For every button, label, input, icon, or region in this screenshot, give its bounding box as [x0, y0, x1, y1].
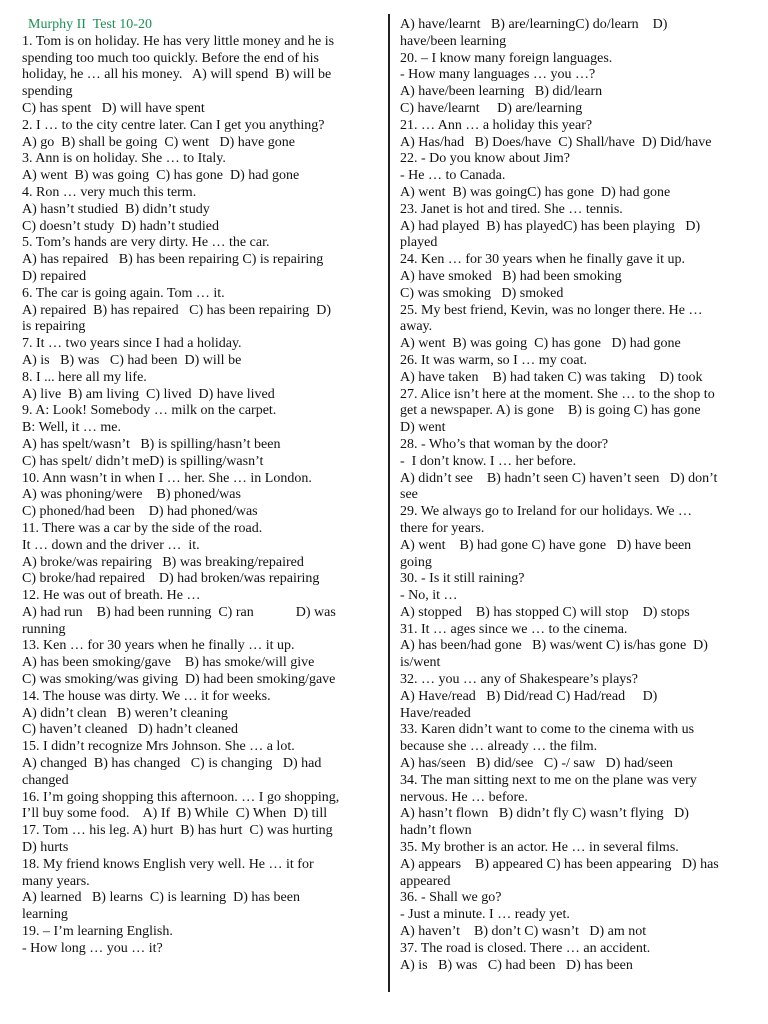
column-divider: [388, 14, 390, 992]
text-line: 36. - Shall we go?: [400, 890, 502, 906]
text-line: A) has/seen B) did/see C) -/ saw D) had/seen: [400, 756, 673, 772]
text-line: - No, it …: [400, 588, 458, 604]
text-line: A) has been smoking/gave B) has smoke/will give: [22, 655, 315, 671]
text-line: D) repaired: [22, 268, 87, 284]
text-line: 5. Tom’s hands are very dirty. He … the car.: [22, 235, 270, 251]
text-line: 26. It was warm, so I … my coat.: [400, 352, 588, 368]
text-line: A) go B) shall be going C) went D) have gone: [22, 134, 295, 150]
text-line: many years.: [22, 873, 90, 889]
worksheet-title: Murphy II Test 10-20: [28, 17, 152, 32]
text-line: 20. – I know many foreign languages.: [400, 50, 613, 66]
text-line: is repairing: [22, 319, 86, 335]
text-line: A) had played B) has playedC) has been playing D): [400, 218, 701, 234]
text-line: holiday, he … all his money. A) will spend B) will be: [22, 67, 332, 83]
text-line: 27. Alice isn’t here at the moment. She … to the shop to: [400, 386, 715, 402]
text-line: A) repaired B) has repaired C) has been repairing D): [22, 302, 332, 318]
text-line: 13. Ken … for 30 years when he finally … it up.: [22, 638, 295, 654]
text-line: A) broke/was repairing B) was breaking/repaired: [22, 554, 304, 570]
text-line: A) was phoning/were B) phoned/was: [22, 487, 241, 503]
text-line: C) haven’t cleaned D) hadn’t cleaned: [22, 722, 239, 738]
text-line: - Just a minute. I … ready yet.: [400, 907, 570, 923]
text-line: 10. Ann wasn’t in when I … her. She … in London.: [22, 470, 312, 486]
text-line: 23. Janet is hot and tired. She … tennis.: [400, 201, 623, 217]
text-line: A) have/learnt B) are/learningC) do/learn D): [400, 17, 668, 32]
text-line: A) is B) was C) had been D) will be: [22, 352, 242, 368]
text-line: played: [400, 235, 438, 251]
text-line: 4. Ron … very much this term.: [22, 184, 197, 200]
text-line: I’ll buy some food. A) If B) While C) When D) till: [22, 806, 328, 822]
text-line: B: Well, it … me.: [22, 420, 121, 436]
text-line: get a newspaper. A) is gone B) is going C) has gone: [400, 403, 701, 419]
text-line: Have/readed: [400, 705, 471, 721]
text-line: 25. My best friend, Kevin, was no longer there. He …: [400, 302, 703, 318]
text-line: see: [400, 487, 418, 503]
text-line: 1. Tom is on holiday. He has very little money and he is: [22, 33, 335, 49]
text-line: - I don’t know. I … her before.: [400, 453, 577, 469]
text-line: A) went B) was going C) has gone D) had gone: [400, 336, 681, 352]
text-line: 14. The house was dirty. We … it for weeks.: [22, 688, 271, 704]
text-line: A) went B) had gone C) have gone D) have been: [400, 537, 692, 553]
text-line: C) has spelt/ didn’t meD) is spilling/wasn’t: [22, 453, 264, 469]
text-line: It … down and the driver … it.: [22, 537, 200, 553]
text-line: spending too much too quickly. Before the end of his: [22, 50, 319, 66]
text-line: A) didn’t clean B) weren’t cleaning: [22, 705, 228, 721]
text-line: 35. My brother is an actor. He … in several films.: [400, 840, 679, 856]
right-column: [400, 17, 756, 974]
text-line: A) stopped B) has stopped C) will stop D) stops: [400, 604, 690, 620]
text-line: A) went B) was going C) has gone D) had gone: [22, 168, 300, 184]
text-line: A) has been/had gone B) was/went C) is/has gone D): [400, 638, 708, 654]
text-line: - He … to Canada.: [400, 168, 506, 184]
text-line: A) went B) was goingC) has gone D) had gone: [400, 184, 671, 200]
text-line: A) had run B) had been running C) ran D) was: [22, 604, 336, 620]
text-line: 24. Ken … for 30 years when he finally gave it up.: [400, 252, 685, 268]
text-line: 6. The car is going again. Tom … it.: [22, 285, 225, 301]
text-line: A) has repaired B) has been repairing C) is repairing: [22, 252, 324, 268]
text-line: 17. Tom … his leg. A) hurt B) has hurt C) was hurting: [22, 823, 333, 839]
text-line: 28. - Who’s that woman by the door?: [400, 436, 609, 452]
text-line: 30. - Is it still raining?: [400, 571, 525, 587]
text-line: 15. I didn’t recognize Mrs Johnson. She … a lot.: [22, 739, 295, 755]
text-line: going: [400, 554, 432, 570]
text-line: 29. We always go to Ireland for our holidays. We …: [400, 504, 692, 520]
text-line: learning: [22, 907, 68, 923]
left-questions: [22, 34, 378, 958]
text-line: 3. Ann is on holiday. She … to Italy.: [22, 151, 226, 167]
text-line: 7. It … two years since I had a holiday.: [22, 336, 242, 352]
text-line: appeared: [400, 873, 451, 889]
text-line: A) learned B) learns C) is learning D) has been: [22, 890, 300, 906]
text-line: 32. … you … any of Shakespeare’s plays?: [400, 672, 638, 688]
text-line: A) Has/had B) Does/have C) Shall/have D) Did/have: [400, 134, 712, 150]
text-line: A) changed B) has changed C) is changing D) had: [22, 756, 322, 772]
text-line: running: [22, 621, 66, 637]
right-questions: [400, 17, 756, 974]
text-line: 9. A: Look! Somebody … milk on the carpet.: [22, 403, 277, 419]
text-line: is/went: [400, 655, 441, 671]
text-line: 11. There was a car by the side of the road.: [22, 520, 263, 536]
text-line: because she … already … the film.: [400, 739, 598, 755]
text-line: 8. I ... here all my life.: [22, 369, 147, 385]
text-line: C) was smoking/was giving D) had been smoking/gave: [22, 672, 336, 688]
text-line: - How many languages … you …?: [400, 67, 596, 83]
text-line: have/been learning: [400, 33, 507, 49]
text-line: hadn’t flown: [400, 823, 472, 839]
text-line: D) hurts: [22, 840, 69, 856]
text-line: 22. - Do you know about Jim?: [400, 151, 570, 167]
text-line: 37. The road is closed. There … an accident.: [400, 940, 651, 956]
text-line: spending: [22, 84, 73, 100]
text-line: 16. I’m going shopping this afternoon. … I go shopping,: [22, 789, 340, 805]
text-line: A) have/been learning B) did/learn: [400, 84, 603, 100]
text-line: there for years.: [400, 520, 485, 536]
text-line: A) is B) was C) had been D) has been: [400, 957, 633, 973]
text-line: changed: [22, 772, 69, 788]
text-line: away.: [400, 319, 433, 335]
text-line: A) didn’t see B) hadn’t seen C) haven’t seen D) don’t: [400, 470, 718, 486]
text-line: A) hasn’t studied B) didn’t study: [22, 201, 210, 217]
text-line: C) have/learnt D) are/learning: [400, 100, 583, 116]
text-line: A) Have/read B) Did/read C) Had/read D): [400, 688, 658, 704]
text-line: A) has spelt/wasn’t B) is spilling/hasn’t been: [22, 436, 281, 452]
text-line: C) has spent D) will have spent: [22, 100, 205, 116]
text-line: A) appears B) appeared C) has been appearing D) has: [400, 856, 719, 872]
text-line: C) phoned/had been D) had phoned/was: [22, 504, 258, 520]
text-line: 19. – I’m learning English.: [22, 924, 173, 940]
text-line: A) have smoked B) had been smoking: [400, 268, 622, 284]
text-line: 21. … Ann … a holiday this year?: [400, 117, 593, 133]
text-line: nervous. He … before.: [400, 789, 528, 805]
text-line: C) doesn’t study D) hadn’t studied: [22, 218, 220, 234]
text-line: - How long … you … it?: [22, 940, 163, 956]
text-line: 2. I … to the city centre later. Can I get you anything?: [22, 117, 325, 133]
text-line: D) went: [400, 420, 446, 436]
text-line: A) haven’t B) don’t C) wasn’t D) am not: [400, 924, 647, 940]
text-line: 33. Karen didn’t want to come to the cinema with us: [400, 722, 695, 738]
text-line: 12. He was out of breath. He …: [22, 588, 201, 604]
text-line: 34. The man sitting next to me on the plane was very: [400, 772, 697, 788]
text-line: 31. It … ages since we … to the cinema.: [400, 621, 628, 637]
left-column: [22, 17, 378, 958]
text-line: 18. My friend knows English very well. He … it for: [22, 856, 314, 872]
text-line: A) live B) am living C) lived D) have lived: [22, 386, 275, 402]
text-line: C) was smoking D) smoked: [400, 285, 564, 301]
text-line: A) have taken B) had taken C) was taking D) took: [400, 369, 703, 385]
text-line: C) broke/had repaired D) had broken/was repairing: [22, 571, 320, 587]
text-line: A) hasn’t flown B) didn’t fly C) wasn’t flying D): [400, 806, 689, 822]
